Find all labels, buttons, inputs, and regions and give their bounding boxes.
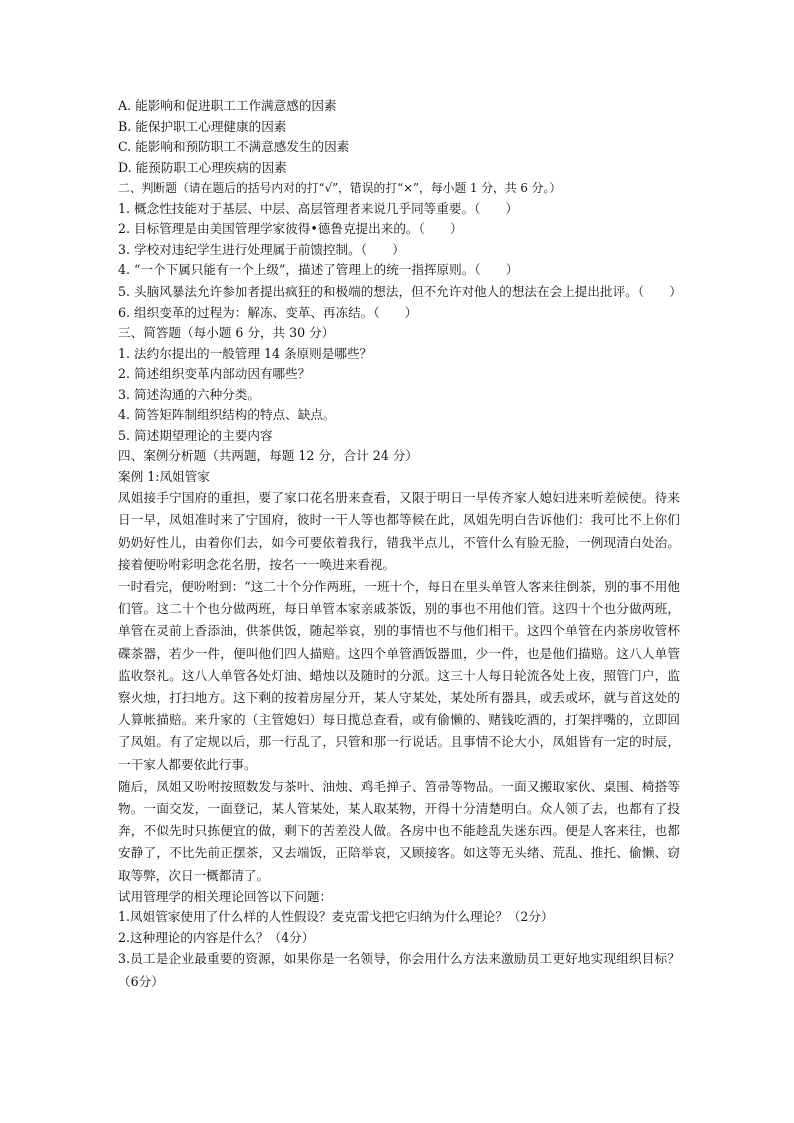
short-item-2: 2. 简述组织变革内部动因有哪些？ — [118, 366, 311, 382]
judge-item-6: 6. 组织变革的过程为：解冻、变革、再冻结。（ ） — [118, 304, 418, 320]
case-paragraph-3: 随后，凤姐又吩咐按照数发与茶叶、油烛、鸡毛掸子、笤帚等物品。一面又搬取家伙、桌围、椅搭等物。一面交发，一面登记，某人管某处，某人取某物，开得十分清楚明白。众人领了去，也都有了投奔，不似先时只拣便宜的做，剩下的苦差没人做。各房中也不能趁乱失迷东西。便是人客来往，也都安静了，不比先前正摆茶，又去端饭，正陪举哀，又顾接客。如这等无头绪、荒乱、推托、偷懒、窃取等弊，次日一概都清了。 — [118, 778, 680, 883]
judge-heading: 二、判断题（请在题后的括号内对的打“√”，错误的打“×”，每小题 1 分，共 6 分。） — [118, 181, 562, 195]
case-title: 案例 1:凤姐管家 — [118, 468, 210, 484]
short-item-3: 3. 简述沟通的六种分类。 — [118, 386, 260, 402]
case-heading: 四、案例分析题（共两题，每题 12 分，合计 24 分） — [118, 448, 418, 464]
case-prompt: 试用管理学的相关理论回答以下问题： — [118, 888, 333, 904]
judge-item-5: 5. 头脑风暴法允许参加者提出疯狂的和极端的想法，但不允许对他人的想法在会上提出批评。（ ） — [118, 283, 682, 299]
case-paragraph-2: 一时看完，便吩咐到：“这二十个分作两班，一班十个，每日在里头单管人客来往倒茶，别的事不用他们管。这二十个也分做两班，每日单管本家亲戚茶饭，别的事也不用他们管。这四十个也分做两班，单管在灵前上香添油，供茶供饭，随起举哀，别的事情也不与他们相干。这四个单管在内茶房收管杯碟茶器，若少一件，便叫他们四人描赔。这四个单管酒饭器皿，少一件，也是他们描赔。这八人单管监收祭礼。这八人单管各处灯油、蜡烛以及随时的分派。这三十人每日轮流各处上夜，照管门户，监察火烛，打扫地方。这下剩的按着房屋分开，某人守某处，某处所有器具，或丢或坏，就与首这处的人算帐描赔。来升家的（主管媳妇）每日揽总查看，或有偷懒的、赌钱吃酒的，打架拌嘴的，立即回了凤姐。有了定规以后，那一行乱了，只管和那一行说话。且事情不论大小，凤姐皆有一定的时辰，一干家人都要依此行事。 — [118, 579, 680, 772]
document-page — [118, 96, 680, 993]
short-item-5: 5. 简述期望理论的主要内容 — [118, 427, 273, 443]
case-question-2: 2.这种理论的内容是什么？（4分） — [118, 929, 315, 945]
judge-item-1: 1. 概念性技能对于基层、中层、高层管理者来说几乎同等重要。（ ） — [118, 200, 519, 216]
option-c: C. 能影响和预防职工不满意感发生的因素 — [118, 139, 350, 154]
judge-item-4: 4. “一个下属只能有一个上级”，描述了管理上的统一指挥原则。（ ） — [118, 262, 519, 277]
option-d: D. 能预防职工心理疾病的因素 — [118, 159, 287, 175]
judge-item-2: 2. 目标管理是由美国管理学家彼得•德鲁克提出来的。（ ） — [118, 221, 463, 236]
judge-item-3: 3. 学校对违纪学生进行处理属于前馈控制。（ ） — [118, 241, 405, 257]
short-heading: 三、简答题（每小题 6 分，共 30 分） — [118, 325, 335, 341]
case-paragraph-1: 凤姐接手宁国府的重担，要了家口花名册来查看，又限于明日一早传齐家人媳妇进来听差候使。待来日一早，凤姐准时来了宁国府，彼时一干人等也都等候在此，凤姐先明白告诉他们：我可比不上你们奶奶好性儿，由着你们去，如今可要依着我行，错我半点儿，不管什么有脸无脸，一例现清白处治。接着便吩咐彩明念花名册，按名一一唤进来看视。 — [118, 490, 680, 572]
case-question-3: 3.员工是企业最重要的资源，如果你是一名领导，你会用什么方法来激励员工更好地实现组织目标？（6分） — [118, 951, 680, 989]
option-b: B. 能保护职工心理健康的因素 — [118, 118, 287, 134]
short-item-1: 1. 法约尔提出的一般管理 14 条原则是哪些？ — [118, 345, 373, 361]
short-item-4: 4. 简答矩阵制组织结构的特点、缺点。 — [118, 407, 336, 423]
option-a: A. 能影响和促进职工工作满意感的因素 — [118, 98, 337, 113]
case-question-1: 1.凤姐管家使用了什么样的人性假设？麦克雷戈把它归纳为什么理论？（2分） — [118, 909, 554, 925]
